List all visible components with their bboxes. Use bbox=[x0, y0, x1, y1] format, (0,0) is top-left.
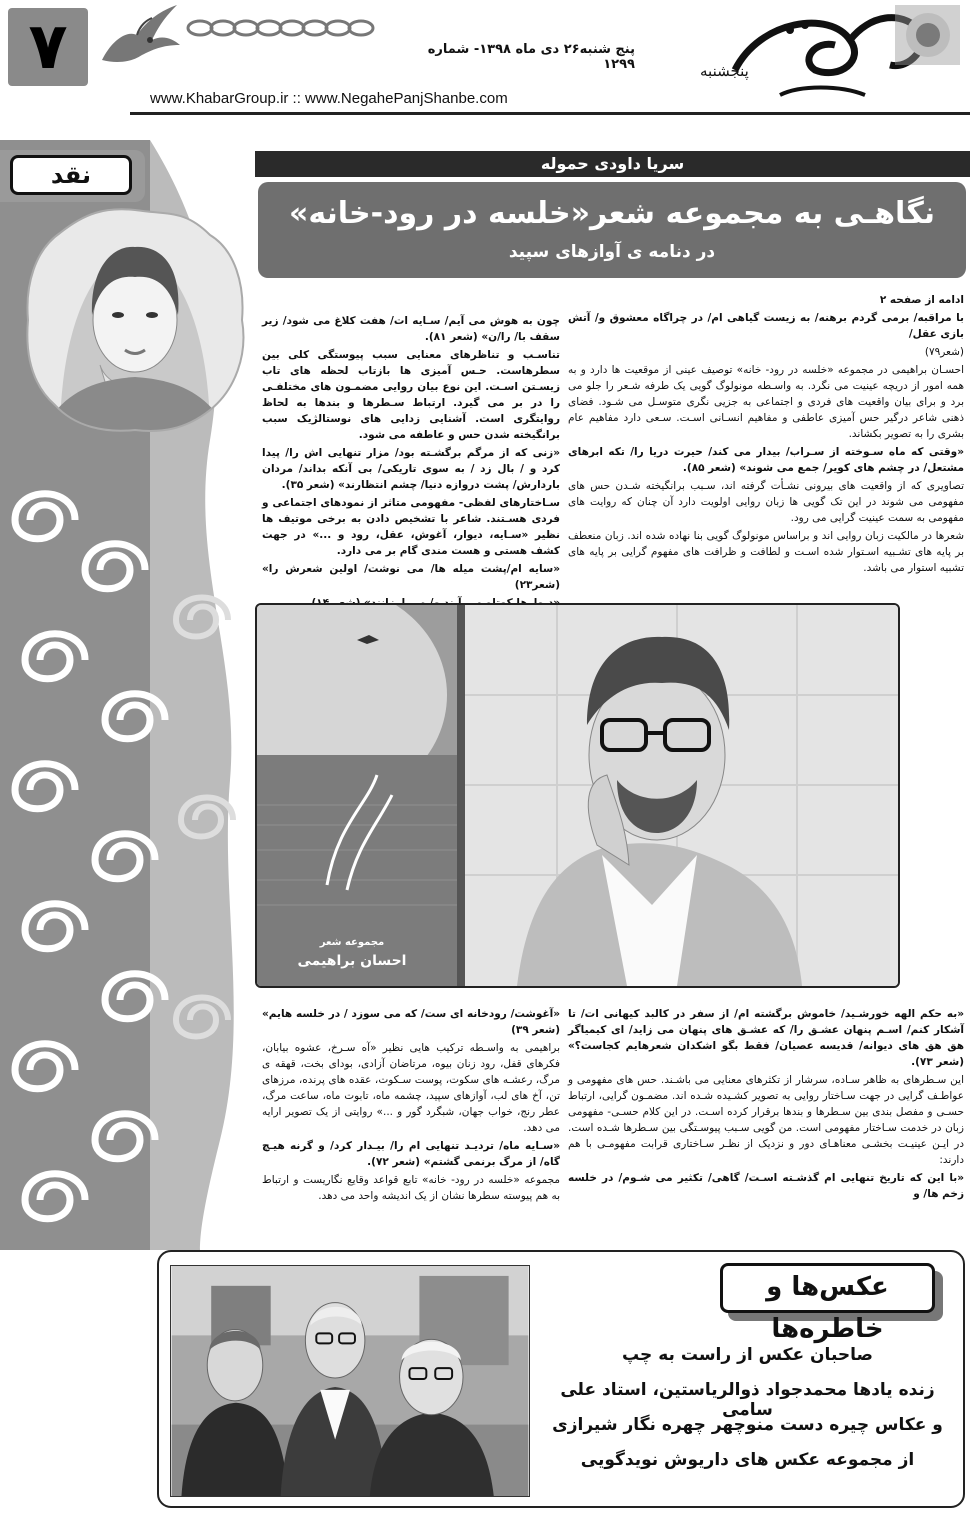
article-paragraph: «به حکم الهه خورشـید/ خاموش برگشته ام/ از سفر در کالبد کیهانی ات/ تا آشکار کنم/ اسـم پنهان عشـق را/ که عشـق های پنهان می زاید/ ای کیمیاگر هق هق های دیوانه/ قدیسه عصیان/ فقط بگو اشکدان شعرهایم کجاست؟» (شعر ۷۳). bbox=[568, 1008, 964, 1068]
article-paragraph: مجموعه «خلسه در رود- خانه» تابع قواعد وقایع نگاریست و ارتباط به هم پیوسته سطرها نشان از یک اندیشه واحد می دهد. bbox=[262, 1174, 560, 1202]
book-cover-poet: احسان براهیمی bbox=[297, 953, 407, 969]
newspaper-logo bbox=[640, 0, 965, 110]
photo-caption-line: از مجموعه عکس های داریوش نویدگویی bbox=[580, 1450, 915, 1470]
paragraph-group bbox=[568, 1006, 964, 1202]
poet-and-book-cover-image bbox=[257, 605, 898, 986]
article-paragraph: براهیمی به واسـطه ترکیب هایی نظیر «آه سـرخ، عشوه بیابان، فکرهای قفل، رود زنان بیوه، مرتاضان آزادی، بودای بخت، قهقه ی مرگ، رعشـه های سکوت، پوست سـکوت، عقده های پرنده، مرزهای تن، آخ های لب، آوازهای سپید، چشمه ماه، تابوت ماه، ساعت مرگ، عطر رنج، خواب جهان، شبگرد گور و ...» روایتی از یک تصویر ارایه می دهد. bbox=[262, 1042, 560, 1134]
article-column-right-top bbox=[568, 292, 964, 578]
author-portrait bbox=[20, 205, 250, 435]
photo-caption-line: صاحبان عکس از راست به چپ bbox=[622, 1345, 873, 1365]
article-subtitle: در دنامه ی آوازهای سپید bbox=[508, 242, 716, 262]
article-paragraph: «سایه ام/پشت میله ها/ می نوشت/ اولین شعرش را» (شعر۲۳) bbox=[262, 563, 560, 591]
article-column-right-bottom bbox=[568, 1006, 964, 1204]
paragraph-group bbox=[262, 1006, 560, 1204]
header-divider bbox=[130, 112, 970, 115]
article-paragraph: «با این که تاریخ تنهایی ام گذشـته اسـت/ گاهی/ تکثیر می شـوم/ در خلسه زخم ها/ و bbox=[568, 1172, 964, 1200]
article-paragraph: شعرها در مالکیت زبان روایی اند و براساس مونولوگ گویی بنا نهاده شده اند. زبان منعطف بر پایه های تشـبیه اسـتوار شده اسـت و لطافت و ظرافت های مفهوم گرایی بر پایه های تشبیه استوار می باشد. bbox=[568, 530, 964, 574]
article-paragraph: (شعر۷۹) bbox=[924, 346, 964, 358]
article-paragraph: این سـطرهای به ظاهر سـاده، سرشار از تکثرهای معنایی می باشـند. حس های مفهومی و عواطـف گرایی در جهت سـاختار روایی به تصویر کشـیده شـده اند. مضمـون گرایی، ارتباط حسـی و مفصل بندی بین سـطرها و بندها برقرار کرده اسـت. در این کلام حسـی- مفهومی زبان در خدمت سـاختار مفهومی است. من گویی سـبب پیوسـتگی بین سـطرها شـده است. در ایـن عینیـت بخشـی معناهـای دور و نزدیک از نظـر سـاختاری قرابت مفهومـی با هم دارند: bbox=[568, 1074, 964, 1166]
article-paragraph: «سـایه ماه/ تردیـد تنهایی ام را/ بیـدار کرد/ و گرنه هیـچ گاه/ از مرگ برنمی گشتم» (شعر ۷۲). bbox=[262, 1140, 560, 1168]
article-author: سریا داودی حموله bbox=[255, 151, 970, 177]
article-paragraph: تصاویری که از واقعیت های بیرونی نشـأت گرفته اند، سـبب برانگیخته شـدن حس های مفهومی می شوند در این تک گویی ها زبان روایی اولویت دارد آن چنان که روایت های مفهومی به سمت عینیت گرایی می رود. bbox=[568, 480, 964, 524]
continued-note: ادامه از صفحه ۲ bbox=[879, 294, 964, 306]
section-label: نقد bbox=[10, 155, 132, 195]
article-paragraph: با مراقبه/ برمی گردم برهنه/ به زیست گیاهی ام/ در چراگاه معشوق و/ آتش بازی عقل/ bbox=[568, 312, 964, 340]
article-paragraph: تناسـب و تناظرهای معنایی سبب پیوستگی کلی بین سطرهاست. حـس آمیزی ها بازتاب لحظه های تاب زیسـتن اسـت. این نوع بیان روایی مضمـون های مختلفـی را در بر می گیرد. ارتباط سـطرها و بندها به لحاظ روایتگری است. آشنایی زدایی های نوستالژیک سبب برانگیخته شدن حس و عاطفه می شود. bbox=[262, 349, 560, 441]
photo-caption-line: و عکاس چیره دست منوچهر چهره نگار شیرازی bbox=[552, 1415, 943, 1435]
historic-group-photo bbox=[170, 1265, 530, 1497]
article-paragraph: «وقتی که ماه سـوخته از سـراب/ بیدار می کند/ حیرت دریا را/ تکه ابرهای مشتعل/ در چشم های کویر/ جمع می شوند» (شعر ۸۵). bbox=[568, 446, 964, 474]
memories-title: عکس‌ها و خاطره‌ها bbox=[720, 1263, 935, 1313]
article-column-left-top bbox=[262, 313, 560, 613]
article-paragraph: سـاختارهای لفظی- مفهومی متاثر از نمودهای اجتماعی و فردی هسـتند. شاعر با تشخیص دادن به برخی موتیف ها نظیر «سـایه، دیوار، آغوش، عقل، رود و ...» در جهت کشف هستی و هست مندی گام بر می دارد. bbox=[262, 497, 560, 557]
book-cover-label: مجموعه شعر bbox=[319, 937, 385, 948]
article-paragraph: چون به هوش می آیم/ سـایه ات/ هفت کلاغ می شود/ زیر سقف با/ را/ن» (شعر ۸۱). bbox=[262, 315, 560, 343]
article-title-box bbox=[258, 182, 966, 278]
photo-caption-line: زنده یادها محمدجواد ذوالریاستین، استاد علی سامی bbox=[560, 1380, 935, 1420]
website-links[interactable]: www.KhabarGroup.ir :: www.NegahePanjShanbe.com bbox=[150, 90, 508, 107]
page-header bbox=[0, 0, 970, 112]
article-paragraph: «زنی که از مرگم برگشـته بود/ مزار تنهایی اش را/ پیدا کرد و / بال زد / به سوی تاریکی/ بی آنکه بداند/ مردان باردارش/ پشت دروازه دنیا/ چشم انتظارند» (شعر ۳۵). bbox=[262, 447, 560, 491]
phoenix-icon bbox=[92, 0, 182, 70]
article-photo bbox=[255, 603, 900, 988]
article-paragraph: «آغوشت/ رودخانه ای ست/ که می سوزد / در خلسه هایم» (شعر ۳۹) bbox=[262, 1008, 560, 1036]
issue-date: پنج شنبه۲۶ دی ماه ۱۳۹۸- شماره ۱۲۹۹ bbox=[427, 42, 635, 72]
page-number: ۷ bbox=[8, 8, 88, 86]
article-column-left-bottom bbox=[262, 1006, 560, 1206]
paragraph-group bbox=[262, 313, 560, 611]
article-paragraph: احسـان براهیمی در مجموعه «خلسه در رود- خانه» توصیف عینی از موقعیت ها دارد و به همه امور از دریچه عینیت می نگرد. به واسـطه مونولوگ گویی یک طرفه شـعر را جلو می برد و برای بیان واقعیت های فردی و اجتماعی به جزیی نگری متوسـل می شـود. فضای ذهنی شاعر درگیر حس آمیزی عاطفی و مفاهیم انسـانی اسـت. سـعی دارد مفاهیم عام بشری را به تصویر بکشاند. bbox=[568, 364, 964, 440]
chain-ornament-icon bbox=[185, 8, 385, 48]
logo-subtitle: پنجشنبه bbox=[700, 62, 749, 80]
paragraph-group bbox=[568, 310, 964, 576]
article-title: نگاهـی به مجموعه شعر«خلسه در رود-خانه» bbox=[288, 196, 936, 231]
